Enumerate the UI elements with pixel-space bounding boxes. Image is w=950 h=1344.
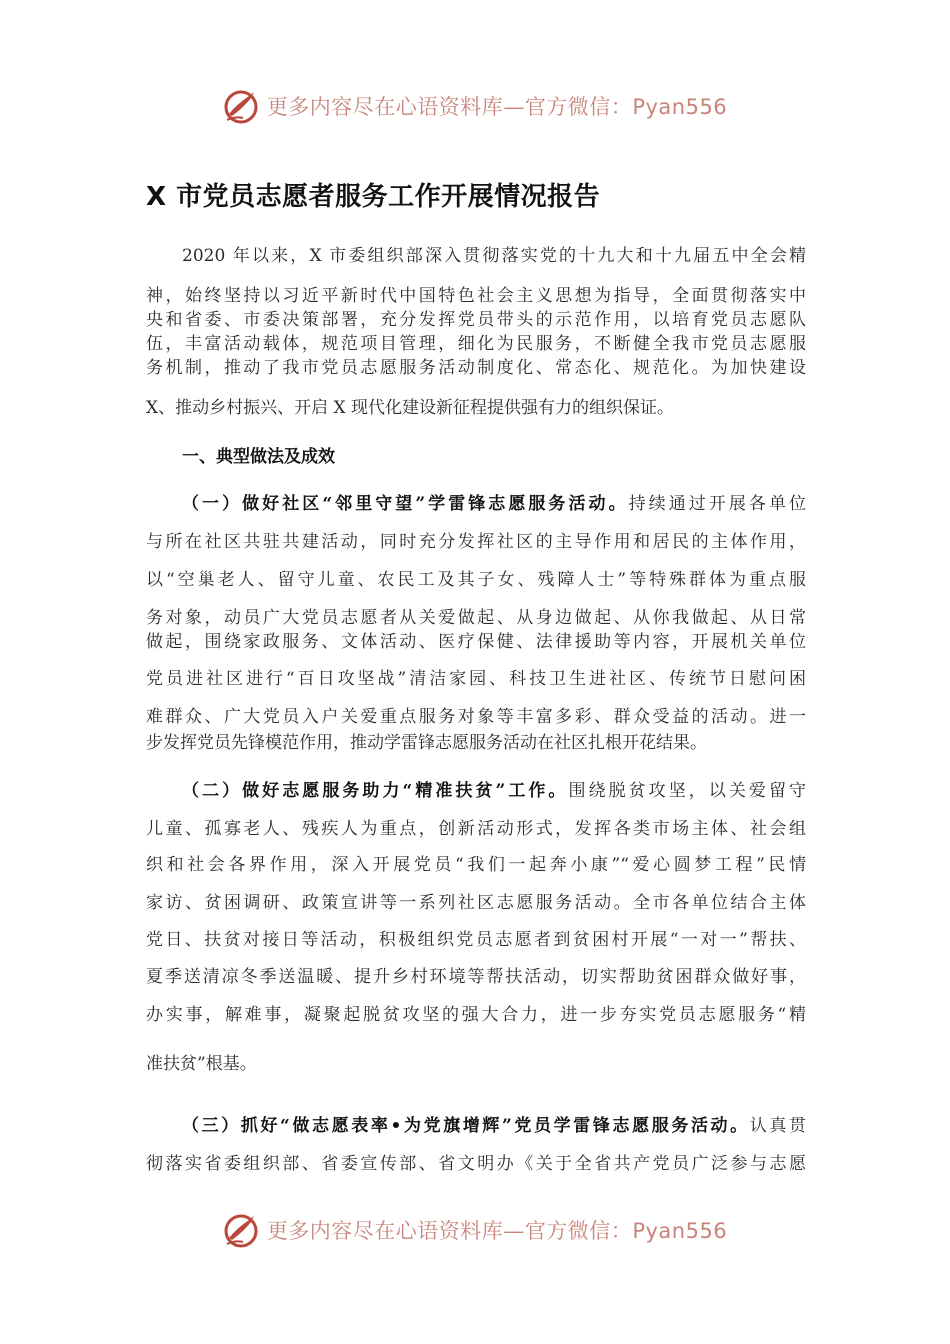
intro-line: 神，始终坚持以习近平新时代中国特色社会主义思想为指导，全面贯彻落实中 xyxy=(146,286,806,306)
p2-first-line xyxy=(182,779,806,803)
intro-line: X、推动乡村振兴、开启 X 现代化建设新征程提供强有力的组织保证。 xyxy=(146,398,675,418)
p3-first-line xyxy=(182,1114,806,1138)
footer-watermark xyxy=(0,1210,950,1250)
watermark-id: Pyan556 xyxy=(632,1219,728,1243)
header-watermark xyxy=(0,86,950,126)
document-title: X 市党员志愿者服务工作开展情况报告 xyxy=(146,182,601,212)
p3-first-text: 认真贯 xyxy=(749,1116,807,1136)
p2-line: 办实事，解难事，凝聚起脱贫攻坚的强大合力，进一步夯实党员志愿服务“精 xyxy=(146,1005,806,1025)
watermark-label: 官方微信： xyxy=(524,1219,633,1243)
watermark-text xyxy=(267,1215,727,1245)
intro-line: 务机制，推动了我市党员志愿服务活动制度化、常态化、规范化。为加快建设 xyxy=(146,358,806,378)
p3-line: 彻落实省委组织部、省委宣传部、省文明办《关于全省共产党员广泛参与志愿 xyxy=(146,1154,806,1174)
watermark-label: 官方微信： xyxy=(524,95,633,119)
p2-line: 准扶贫”根基。 xyxy=(146,1054,257,1074)
watermark-main: 更多内容尽在心语资料库 xyxy=(266,95,504,119)
p2-line: 家访、贫困调研、政策宣讲等一系列社区志愿服务活动。全市各单位结合主体 xyxy=(146,893,806,913)
p1-line: 与所在社区共驻共建活动，同时充分发挥社区的主导作用和居民的主体作用， xyxy=(146,532,806,552)
pen-logo-icon xyxy=(223,86,263,126)
p1-line: 务对象，动员广大党员志愿者从关爱做起、从身边做起、从你我做起、从日常 xyxy=(146,608,806,628)
watermark-main: 更多内容尽在心语资料库 xyxy=(266,1219,504,1243)
p2-line: 儿童、孤寡老人、残疾人为重点，创新活动形式，发挥各类市场主体、社会组 xyxy=(146,819,806,839)
section-heading: 一、典型做法及成效 xyxy=(182,447,335,467)
p2-line: 夏季送清凉冬季送温暖、提升乡村环境等帮扶活动，切实帮助贫困群众做好事， xyxy=(146,967,806,987)
watermark-separator: — xyxy=(503,95,525,119)
p1-line: 以“空巢老人、留守儿童、农民工及其子女、残障人士”等特殊群体为重点服 xyxy=(146,570,806,590)
p2-lead: （二）做好志愿服务助力“精准扶贫”工作。 xyxy=(182,781,569,801)
p1-first-text: 持续通过开展各单位 xyxy=(628,494,806,514)
p1-line: 难群众、广大党员入户关爱重点服务对象等丰富多彩、群众受益的活动。进一 xyxy=(146,707,806,727)
intro-line: 2020 年以来，X 市委组织部深入贯彻落实党的十九大和十九届五中全会精 xyxy=(182,246,806,266)
p3-lead: （三）抓好“做志愿表率•为党旗增辉”党员学雷锋志愿服务活动。 xyxy=(182,1116,750,1136)
p2-line: 党日、扶贫对接日等活动，积极组织党员志愿者到贫困村开展“一对一”帮扶、 xyxy=(146,930,806,950)
p1-line: 党员进社区进行“百日攻坚战”清洁家园、科技卫生进社区、传统节日慰问困 xyxy=(146,669,806,689)
p1-line: 步发挥党员先锋模范作用，推动学雷锋志愿服务活动在社区扎根开花结果。 xyxy=(146,733,707,753)
p1-first-line xyxy=(182,492,806,516)
watermark-separator: — xyxy=(503,1219,525,1243)
watermark-text xyxy=(267,91,727,121)
intro-line: 央和省委、市委决策部署，充分发挥党员带头的示范作用，以培育党员志愿队 xyxy=(146,310,806,330)
p2-line: 织和社会各界作用，深入开展党员“我们一起奔小康”“爱心圆梦工程”民情 xyxy=(146,855,806,875)
p1-line: 做起，围绕家政服务、文体活动、医疗保健、法律援助等内容，开展机关单位 xyxy=(146,632,806,652)
p2-first-text: 围绕脱贫攻坚，以关爱留守 xyxy=(568,781,806,801)
intro-line: 伍，丰富活动载体，规范项目管理，细化为民服务，不断健全我市党员志愿服 xyxy=(146,334,806,354)
watermark-id: Pyan556 xyxy=(632,95,728,119)
pen-logo-icon xyxy=(223,1210,263,1250)
p1-lead: （一）做好社区“邻里守望”学雷锋志愿服务活动。 xyxy=(182,494,629,514)
